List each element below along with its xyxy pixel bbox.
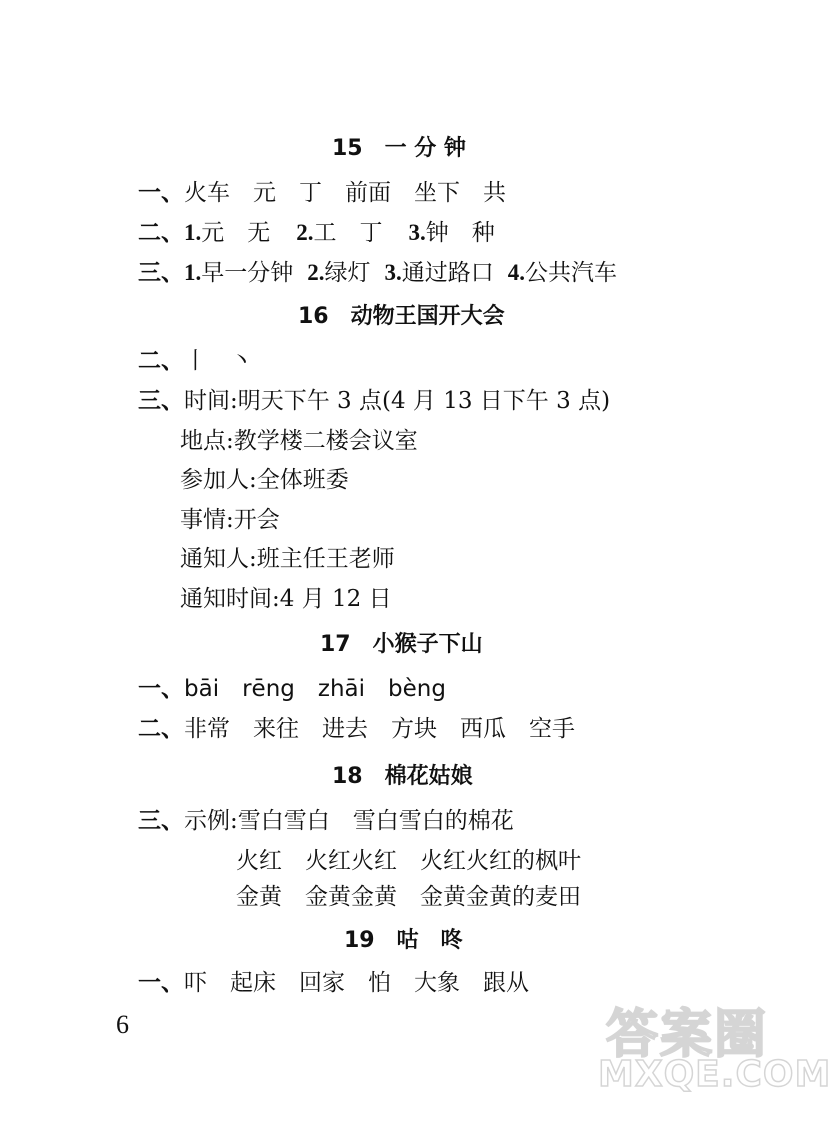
watermark-top-text: 答案圈 — [606, 1005, 769, 1065]
item-number: 2. — [296, 220, 314, 245]
question-label: 二、 — [138, 219, 184, 246]
watermark-bottom-text: MXQE.COM — [598, 1054, 831, 1095]
lesson-18-title: 18 棉花姑娘 — [332, 764, 473, 789]
lesson-17-q1 — [138, 674, 446, 704]
item-number: 3. — [408, 220, 426, 245]
lesson-15-title: 15 一 分 钟 — [332, 136, 466, 161]
answer-text: 工 丁 — [313, 220, 383, 246]
page-number: 6 — [116, 1010, 129, 1039]
item-number: 1. — [184, 260, 202, 285]
lesson-17-title: 17 小猴子下山 — [320, 632, 483, 657]
answer-text: 示例:雪白雪白 雪白雪白的棉花 — [184, 808, 514, 834]
question-label: 二、 — [138, 347, 184, 374]
notice-attendees: 参加人:全体班委 — [180, 467, 349, 493]
lesson-15-q1 — [138, 178, 506, 208]
lesson-17-q2 — [138, 714, 575, 744]
item-number: 1. — [184, 220, 202, 245]
pinyin-answers: bāi rēng zhāi bèng — [184, 676, 446, 702]
question-label: 二、 — [138, 715, 184, 742]
notice-place: 地点:教学楼二楼会议室 — [180, 428, 418, 454]
answer-text: 吓 起床 回家 怕 大象 跟从 — [184, 970, 529, 996]
question-label: 三、 — [138, 807, 184, 834]
lesson-19-q1 — [138, 968, 529, 998]
example-line-2: 火红 火红火红 火红火红的枫叶 — [236, 848, 581, 874]
watermark-logo — [598, 992, 831, 1102]
lesson-15-q3 — [138, 258, 617, 288]
question-label: 一、 — [138, 179, 184, 206]
answer-text: 非常 来往 进去 方块 西瓜 空手 — [184, 716, 575, 742]
answer-text: 丨 丶 — [184, 348, 253, 374]
item-number: 3. — [384, 260, 402, 285]
notice-matter: 事情:开会 — [180, 507, 280, 533]
lesson-15-q2 — [138, 218, 495, 248]
lesson-18-q3 — [138, 806, 514, 836]
answer-text: 早一分钟 — [201, 260, 294, 286]
question-label: 三、 — [138, 259, 184, 286]
notice-time: 通知时间:4 月 12 日 — [180, 586, 392, 612]
lesson-19-title: 19 咕 咚 — [344, 928, 463, 953]
lesson-16-q3 — [138, 386, 610, 416]
answer-text: 绿灯 — [324, 260, 371, 286]
question-label: 一、 — [138, 969, 184, 996]
item-number: 2. — [307, 260, 325, 285]
question-label: 一、 — [138, 675, 184, 702]
answer-text: 火车 元 丁 前面 坐下 共 — [184, 180, 506, 206]
question-label: 三、 — [138, 387, 184, 414]
notice-notifier: 通知人:班主任王老师 — [180, 546, 395, 572]
answer-text: 元 无 — [201, 220, 271, 246]
lesson-16-q2 — [138, 346, 253, 376]
example-line-3: 金黄 金黄金黄 金黄金黄的麦田 — [236, 884, 581, 910]
answer-text: 公共汽车 — [525, 260, 617, 286]
lesson-16-title: 16 动物王国开大会 — [298, 304, 505, 329]
answer-text: 钟 种 — [425, 220, 495, 246]
item-number: 4. — [507, 260, 525, 285]
answer-text: 通过路口 — [401, 260, 494, 286]
answer-text: 时间:明天下午 3 点(4 月 13 日下午 3 点) — [184, 388, 611, 414]
